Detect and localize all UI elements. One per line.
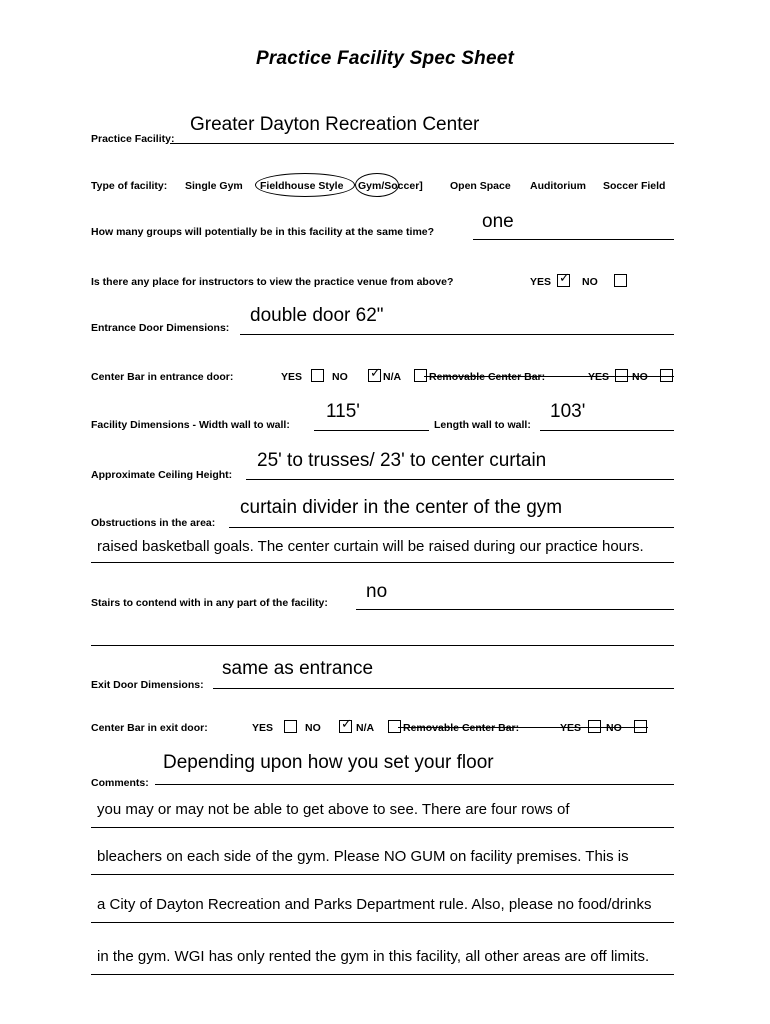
obstructions-value-line2[interactable]: raised basketball goals. The center curtain will be raised during our practice hours. bbox=[97, 538, 644, 555]
comments-rule-5 bbox=[91, 974, 674, 975]
cb-exit-na-checkbox[interactable] bbox=[339, 716, 352, 733]
comments-line3[interactable]: bleachers on each side of the gym. Please NO GUM on facility premises. This is bbox=[97, 848, 629, 865]
circle-mark-gym bbox=[355, 173, 399, 197]
facility-length-rule bbox=[540, 430, 674, 431]
exit-door-label: Exit Door Dimensions: bbox=[91, 679, 204, 691]
comments-value[interactable]: Depending upon how you set your floor bbox=[163, 752, 494, 773]
comments-line2[interactable]: you may or may not be able to get above to see. There are four rows of bbox=[97, 801, 570, 818]
stairs-rule-2 bbox=[91, 645, 674, 646]
groups-rule bbox=[473, 239, 674, 240]
facility-length-value[interactable]: 103' bbox=[550, 401, 586, 422]
cb-entrance-no-label: NO bbox=[332, 371, 348, 383]
center-bar-exit-label: Center Bar in exit door: bbox=[91, 722, 208, 734]
cb-entrance-na-checkbox[interactable] bbox=[368, 365, 381, 382]
comments-rule-3 bbox=[91, 874, 674, 875]
strikethrough-entrance-removable bbox=[424, 376, 674, 377]
stairs-rule bbox=[356, 609, 674, 610]
obstructions-value[interactable]: curtain divider in the center of the gym bbox=[240, 497, 563, 518]
strikethrough-exit-removable bbox=[398, 727, 648, 728]
circle-mark-fieldhouse bbox=[255, 173, 355, 197]
comments-rule bbox=[155, 784, 674, 785]
stairs-label: Stairs to contend with in any part of the facility: bbox=[91, 597, 328, 609]
exit-door-rule bbox=[213, 688, 674, 689]
center-bar-entrance-label: Center Bar in entrance door: bbox=[91, 371, 234, 383]
view-above-yes-checkbox[interactable] bbox=[557, 270, 570, 287]
facility-width-value[interactable]: 115' bbox=[326, 401, 360, 422]
groups-label: How many groups will potentially be in this facility at the same time? bbox=[91, 226, 435, 238]
type-option-gym-soccer[interactable]: Gym/Soccer] bbox=[358, 180, 423, 192]
comments-rule-2 bbox=[91, 827, 674, 828]
facility-length-label: Length wall to wall: bbox=[434, 419, 531, 431]
ceiling-height-value[interactable]: 25' to trusses/ 23' to center curtain bbox=[257, 450, 547, 471]
cb-exit-removable-yes-label: YES bbox=[560, 722, 582, 734]
groups-value[interactable]: one bbox=[482, 211, 514, 232]
ceiling-height-label: Approximate Ceiling Height: bbox=[91, 469, 233, 481]
obstructions-rule-2 bbox=[91, 562, 674, 563]
cb-entrance-removable-no-label: NO bbox=[632, 371, 648, 383]
facility-width-rule bbox=[314, 430, 429, 431]
practice-facility-rule bbox=[170, 143, 674, 144]
entrance-door-label: Entrance Door Dimensions: bbox=[91, 322, 230, 334]
ceiling-height-rule bbox=[246, 479, 674, 480]
entrance-door-value[interactable]: double door 62" bbox=[250, 305, 384, 326]
comments-rule-4 bbox=[91, 922, 674, 923]
cb-entrance-yes-label: YES bbox=[281, 371, 303, 383]
cb-entrance-removable-yes-label: YES bbox=[588, 371, 610, 383]
check-icon: ✓ bbox=[370, 365, 381, 380]
exit-door-value[interactable]: same as entrance bbox=[222, 658, 374, 679]
comments-line4[interactable]: a City of Dayton Recreation and Parks Department rule. Also, please no food/drinks bbox=[97, 896, 652, 913]
view-above-yes-label: YES bbox=[530, 276, 552, 288]
cb-exit-yes-checkbox[interactable] bbox=[284, 720, 297, 733]
cb-entrance-yes-checkbox[interactable] bbox=[311, 369, 324, 382]
check-icon: ✓ bbox=[559, 270, 570, 285]
view-above-no-label: NO bbox=[582, 276, 598, 288]
view-above-no-checkbox[interactable] bbox=[614, 274, 627, 287]
practice-facility-label: Practice Facility: bbox=[91, 133, 175, 145]
cb-entrance-na-label: N/A bbox=[383, 371, 402, 383]
obstructions-label: Obstructions in the area: bbox=[91, 517, 216, 529]
comments-label: Comments: bbox=[91, 777, 149, 789]
page-title: Practice Facility Spec Sheet bbox=[256, 48, 514, 69]
facility-dimensions-label: Facility Dimensions - Width wall to wall: bbox=[91, 419, 290, 431]
type-option-auditorium[interactable]: Auditorium bbox=[530, 180, 586, 192]
cb-entrance-removable-label: Removable Center Bar: bbox=[429, 371, 546, 383]
obstructions-rule bbox=[229, 527, 674, 528]
type-option-open-space[interactable]: Open Space bbox=[450, 180, 511, 192]
type-option-fieldhouse-style[interactable]: Fieldhouse Style bbox=[260, 180, 344, 192]
type-option-soccer-field[interactable]: Soccer Field bbox=[603, 180, 666, 192]
entrance-door-rule bbox=[240, 334, 674, 335]
cb-exit-no-label: NO bbox=[305, 722, 321, 734]
view-above-label: Is there any place for instructors to view the practice venue from above? bbox=[91, 276, 454, 288]
cb-exit-removable-label: Removable Center Bar: bbox=[403, 722, 520, 734]
cb-exit-na-label: N/A bbox=[356, 722, 375, 734]
stairs-value[interactable]: no bbox=[366, 581, 388, 602]
type-of-facility-label: Type of facility: bbox=[91, 180, 168, 192]
practice-facility-value[interactable]: Greater Dayton Recreation Center bbox=[190, 114, 480, 135]
cb-exit-removable-no-label: NO bbox=[606, 722, 622, 734]
comments-line5[interactable]: in the gym. WGI has only rented the gym in this facility, all other areas are off limits. bbox=[97, 948, 650, 965]
cb-exit-yes-label: YES bbox=[252, 722, 274, 734]
type-option-single-gym[interactable]: Single Gym bbox=[185, 180, 243, 192]
check-icon: ✓ bbox=[341, 716, 352, 731]
